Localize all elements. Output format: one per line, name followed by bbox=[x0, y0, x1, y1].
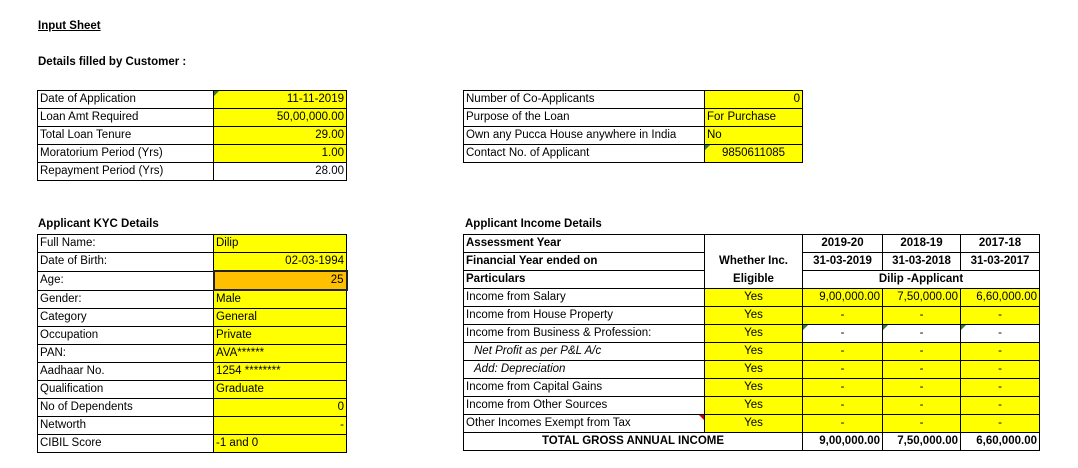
income-label: Income from Business & Profession: bbox=[464, 325, 705, 343]
year-header: 2017-18 bbox=[961, 235, 1040, 253]
coapp-label: Purpose of the Loan bbox=[464, 109, 705, 127]
income-value[interactable]: - bbox=[883, 325, 961, 343]
eligible-value[interactable]: Yes bbox=[705, 343, 803, 361]
table-row bbox=[464, 235, 1040, 253]
income-value[interactable]: - bbox=[803, 343, 883, 361]
eligible-value[interactable]: Yes bbox=[705, 325, 803, 343]
table-row bbox=[38, 435, 347, 453]
income-value[interactable]: - bbox=[961, 343, 1040, 361]
income-label: Income from Capital Gains bbox=[464, 379, 705, 397]
income-value[interactable]: - bbox=[961, 325, 1040, 343]
kyc-value[interactable]: 02-03-1994 bbox=[214, 253, 347, 272]
table-row bbox=[38, 327, 347, 345]
kyc-value[interactable]: Private bbox=[214, 327, 347, 345]
table-row bbox=[38, 235, 347, 253]
kyc-table bbox=[37, 234, 348, 453]
loan-label: Moratorium Period (Yrs) bbox=[38, 145, 214, 163]
income-value[interactable]: 6,60,000.00 bbox=[961, 289, 1040, 307]
table-row bbox=[464, 379, 1040, 397]
kyc-value[interactable]: Male bbox=[214, 290, 347, 309]
income-value[interactable]: - bbox=[803, 307, 883, 325]
income-value[interactable]: - bbox=[961, 379, 1040, 397]
income-label: Other Incomes Exempt from Tax bbox=[464, 415, 705, 433]
blank-cell bbox=[705, 235, 803, 253]
kyc-value[interactable]: AVA****** bbox=[214, 345, 347, 363]
table-row bbox=[464, 433, 1040, 451]
comment-marker-icon bbox=[699, 415, 704, 420]
income-value[interactable]: - bbox=[883, 307, 961, 325]
table-row bbox=[38, 309, 347, 327]
kyc-value-selected[interactable]: 25 bbox=[214, 271, 347, 290]
table-row bbox=[38, 109, 347, 127]
table-row bbox=[464, 307, 1040, 325]
kyc-label: Qualification bbox=[38, 381, 214, 399]
total-value: 6,60,000.00 bbox=[961, 433, 1040, 451]
income-value[interactable]: 9,00,000.00 bbox=[803, 289, 883, 307]
income-value[interactable]: - bbox=[883, 415, 961, 433]
eligible-value[interactable]: Yes bbox=[705, 361, 803, 379]
table-row bbox=[464, 253, 1040, 271]
loan-value[interactable]: 28.00 bbox=[214, 163, 347, 181]
table-row bbox=[464, 145, 803, 163]
kyc-label: Age: bbox=[38, 271, 214, 290]
income-value[interactable]: - bbox=[961, 361, 1040, 379]
table-row bbox=[38, 345, 347, 363]
kyc-value[interactable]: Dilip bbox=[214, 235, 347, 253]
kyc-value[interactable]: - bbox=[214, 417, 347, 435]
loan-value[interactable]: 29.00 bbox=[214, 127, 347, 145]
income-value[interactable]: - bbox=[883, 361, 961, 379]
fy-date: 31-03-2019 bbox=[803, 253, 883, 271]
loan-label: Repayment Period (Yrs) bbox=[38, 163, 214, 181]
table-row bbox=[464, 109, 803, 127]
table-row bbox=[464, 127, 803, 145]
kyc-value[interactable]: 1254 ******** bbox=[214, 363, 347, 381]
table-row bbox=[38, 381, 347, 399]
coapp-label: Own any Pucca House anywhere in India bbox=[464, 127, 705, 145]
table-row bbox=[38, 145, 347, 163]
income-value[interactable]: - bbox=[803, 397, 883, 415]
customer-heading: Details filled by Customer : bbox=[38, 56, 187, 68]
table-row bbox=[464, 325, 1040, 343]
income-value[interactable]: - bbox=[883, 379, 961, 397]
fy-label: Financial Year ended on bbox=[464, 253, 705, 271]
kyc-label: PAN: bbox=[38, 345, 214, 363]
coapplicant-table bbox=[463, 90, 803, 163]
eligible-value[interactable]: Yes bbox=[705, 397, 803, 415]
whether-inc-header: Whether Inc. bbox=[705, 253, 803, 271]
table-row bbox=[38, 91, 347, 109]
income-value[interactable]: - bbox=[883, 343, 961, 361]
table-row bbox=[464, 415, 1040, 433]
table-row bbox=[464, 397, 1040, 415]
fy-date: 31-03-2018 bbox=[883, 253, 961, 271]
eligible-header: Eligible bbox=[705, 271, 803, 289]
income-label: Income from Other Sources bbox=[464, 397, 705, 415]
comment-marker-icon bbox=[961, 325, 966, 330]
table-row bbox=[464, 271, 1040, 289]
income-label: Net Profit as per P&L A/c bbox=[464, 343, 705, 361]
eligible-value[interactable]: Yes bbox=[705, 379, 803, 397]
kyc-value[interactable]: General bbox=[214, 309, 347, 327]
coapp-value[interactable]: No bbox=[705, 127, 803, 145]
income-value[interactable]: - bbox=[961, 397, 1040, 415]
comment-marker-icon bbox=[214, 91, 219, 96]
income-label: Add: Depreciation bbox=[464, 361, 705, 379]
kyc-label: Networth bbox=[38, 417, 214, 435]
coapp-value[interactable]: 0 bbox=[705, 91, 803, 109]
loan-value[interactable]: 50,00,000.00 bbox=[214, 109, 347, 127]
table-row bbox=[38, 163, 347, 181]
income-value[interactable]: - bbox=[961, 307, 1040, 325]
income-value[interactable]: 7,50,000.00 bbox=[883, 289, 961, 307]
total-value: 9,00,000.00 bbox=[803, 433, 883, 451]
kyc-label: No of Dependents bbox=[38, 399, 214, 417]
table-row bbox=[464, 289, 1040, 307]
kyc-label: Gender: bbox=[38, 290, 214, 309]
kyc-value[interactable]: 0 bbox=[214, 399, 347, 417]
table-row bbox=[464, 91, 803, 109]
income-value[interactable]: - bbox=[803, 361, 883, 379]
comment-marker-icon bbox=[883, 325, 888, 330]
assessment-year-label: Assessment Year bbox=[464, 235, 705, 253]
comment-marker-icon bbox=[705, 145, 710, 150]
eligible-value[interactable]: Yes bbox=[705, 415, 803, 433]
table-row bbox=[38, 127, 347, 145]
table-row bbox=[38, 271, 347, 290]
coapp-label: Number of Co-Applicants bbox=[464, 91, 705, 109]
income-value[interactable]: - bbox=[803, 325, 883, 343]
loan-label: Date of Application bbox=[38, 91, 214, 109]
table-row bbox=[38, 290, 347, 309]
sheet-title: Input Sheet bbox=[38, 20, 101, 32]
income-value[interactable]: - bbox=[803, 379, 883, 397]
fy-date: 31-03-2017 bbox=[961, 253, 1040, 271]
total-label: TOTAL GROSS ANNUAL INCOME bbox=[464, 433, 803, 451]
table-row bbox=[464, 361, 1040, 379]
year-header: 2018-19 bbox=[883, 235, 961, 253]
income-label: Income from Salary bbox=[464, 289, 705, 307]
particulars-label: Particulars bbox=[464, 271, 705, 289]
table-row bbox=[38, 399, 347, 417]
loan-value[interactable]: 11-11-2019 bbox=[214, 91, 347, 109]
applicant-label: Dilip -Applicant bbox=[803, 271, 1040, 289]
total-value: 7,50,000.00 bbox=[883, 433, 961, 451]
eligible-value[interactable]: Yes bbox=[705, 289, 803, 307]
kyc-value[interactable]: Graduate bbox=[214, 381, 347, 399]
income-label: Income from House Property bbox=[464, 307, 705, 325]
year-header: 2019-20 bbox=[803, 235, 883, 253]
kyc-label: Category bbox=[38, 309, 214, 327]
kyc-value[interactable]: -1 and 0 bbox=[214, 435, 347, 453]
income-value[interactable]: - bbox=[803, 415, 883, 433]
coapp-label: Contact No. of Applicant bbox=[464, 145, 705, 163]
income-value[interactable]: - bbox=[961, 415, 1040, 433]
table-row bbox=[464, 343, 1040, 361]
loan-label: Total Loan Tenure bbox=[38, 127, 214, 145]
income-value[interactable]: - bbox=[883, 397, 961, 415]
kyc-label: CIBIL Score bbox=[38, 435, 214, 453]
kyc-label: Aadhaar No. bbox=[38, 363, 214, 381]
table-row bbox=[38, 417, 347, 435]
coapp-value[interactable]: For Purchase bbox=[705, 109, 803, 127]
kyc-heading: Applicant KYC Details bbox=[38, 218, 159, 230]
eligible-value[interactable]: Yes bbox=[705, 307, 803, 325]
loan-label: Loan Amt Required bbox=[38, 109, 214, 127]
income-heading: Applicant Income Details bbox=[465, 218, 602, 230]
income-table bbox=[463, 234, 1040, 451]
coapp-value[interactable]: 9850611085 bbox=[705, 145, 803, 163]
table-row bbox=[38, 253, 347, 272]
loan-value[interactable]: 1.00 bbox=[214, 145, 347, 163]
kyc-label: Full Name: bbox=[38, 235, 214, 253]
comment-marker-icon bbox=[803, 325, 808, 330]
loan-details-table bbox=[37, 90, 347, 181]
kyc-label: Date of Birth: bbox=[38, 253, 214, 272]
kyc-label: Occupation bbox=[38, 327, 214, 345]
table-row bbox=[38, 363, 347, 381]
